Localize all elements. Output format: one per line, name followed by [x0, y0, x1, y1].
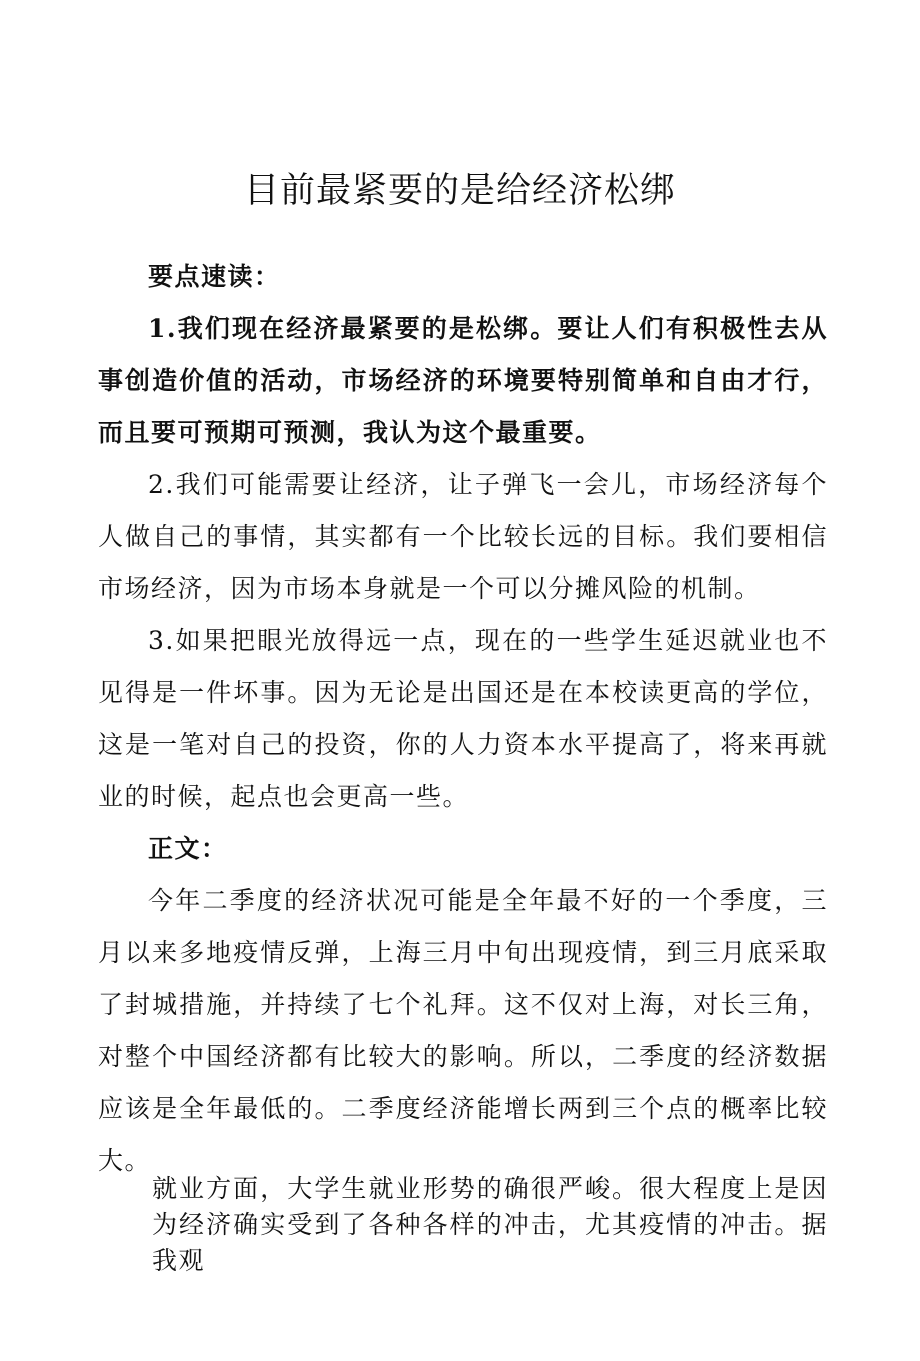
body-heading: 正文： — [148, 834, 228, 863]
summary-point-2: 2.我们可能需要让经济，让子弹飞一会儿，市场经济每个人做自己的事情，其实都有一个比较长远的目标。我们要相信市场经济，因为市场本身就是一个可以分摊风险的机制。 — [98, 470, 828, 603]
body-paragraph-1: 今年二季度的经济状况可能是全年最不好的一个季度，三月以来多地疫情反弹，上海三月中旬出现疫情，到三月底采取了封城措施，并持续了七个礼拜。这不仅对上海，对长三角，对整个中国经济都有比较大的影响。所以，二季度的经济数据应该是全年最低的。二季度经济能增长两到三个点的概率比较大。 — [98, 886, 828, 1175]
summary-heading: 要点速读： — [148, 262, 281, 291]
document-title: 目前最紧要的是给经济松绑 — [243, 171, 676, 212]
summary-point-1: 1.我们现在经济最紧要的是松绑。要让人们有积极性去从事创造价值的活动，市场经济的环境要特别简单和自由才行，而且要可预期可预测，我认为这个最重要。 — [98, 314, 828, 447]
document-content — [98, 251, 828, 1187]
summary-point-3: 3.如果把眼光放得远一点，现在的一些学生延迟就业也不见得是一件坏事。因为无论是出国还是在本校读更高的学位，这是一笔对自己的投资，你的人力资本水平提高了，将来再就业的时候，起点也会更高一些。 — [98, 626, 828, 811]
body-paragraph-2: 就业方面，大学生就业形势的确很严峻。很大程度上是因为经济确实受到了各种各样的冲击，尤其疫情的冲击。据我观 — [152, 1174, 828, 1275]
